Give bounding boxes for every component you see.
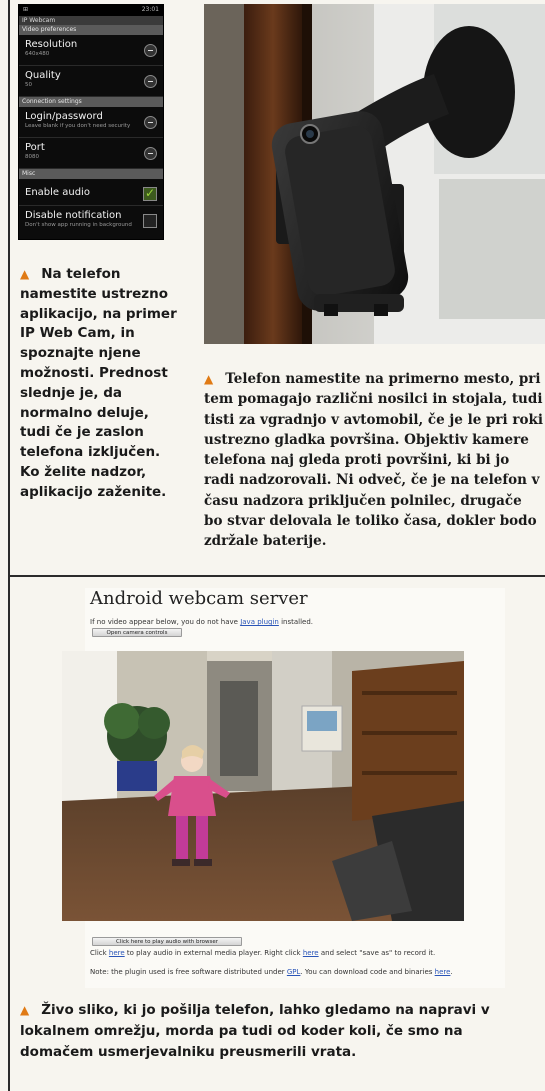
pref-disable-notification[interactable] — [19, 206, 163, 237]
status-bar — [19, 5, 163, 16]
note-line-text: . You can download code and binaries — [300, 968, 435, 976]
java-plugin-notice — [90, 618, 313, 626]
pref-title: Resolution — [25, 39, 78, 50]
plus-icon[interactable] — [144, 116, 157, 129]
plus-icon[interactable] — [144, 44, 157, 57]
section-divider — [8, 575, 545, 577]
live-video-frame — [62, 651, 464, 921]
room-view-illustration — [62, 651, 464, 921]
external-player-line — [90, 949, 435, 957]
ip-webcam-settings-screenshot — [18, 4, 164, 240]
license-note-line — [90, 968, 453, 976]
section-misc: Misc — [19, 169, 163, 179]
pref-summary: 50 — [25, 82, 32, 88]
pref-summary: 640x480 — [25, 51, 50, 57]
gpl-link[interactable]: GPL — [286, 968, 301, 976]
note-line-text: . — [450, 968, 453, 976]
pref-title: Port — [25, 142, 45, 153]
pref-quality[interactable] — [19, 66, 163, 97]
section-video-preferences: Video preferences — [19, 25, 163, 35]
pref-summary: 8080 — [25, 154, 39, 160]
notice-text: installed. — [278, 618, 314, 626]
pref-summary: Leave blank if you don't need security — [25, 123, 131, 129]
orange-triangle-icon: ▲ — [20, 1003, 30, 1017]
orange-triangle-icon: ▲ — [204, 372, 214, 386]
caption-text: Na telefon namestite ustrezno aplikacijo, na primer IP Web Cam, in spoznajte njene možnosti. Prednost slednje je, da normalno deluje, tudi če je zaslon telefona izključen. Ko želite nadzor, aplikacijo zaženite. — [20, 266, 177, 500]
pref-title: Enable audio — [25, 187, 90, 198]
play-audio-browser-button[interactable]: Click here to play audio with browser — [92, 937, 242, 946]
pref-title: Disable notification — [25, 210, 122, 221]
app-title: IP Webcam — [19, 16, 163, 25]
plus-icon[interactable] — [144, 75, 157, 88]
phone-holder-illustration — [204, 4, 545, 344]
pref-title: Quality — [25, 70, 61, 81]
pref-resolution[interactable] — [19, 35, 163, 66]
checkbox-checked-icon[interactable] — [143, 187, 157, 201]
pref-summary: Don't show app running in background — [25, 222, 132, 228]
download-code-link[interactable]: here — [434, 968, 451, 976]
audio-line-text: and select "save as" to record it. — [318, 949, 436, 957]
webcam-page-title: Android webcam server — [90, 588, 308, 609]
caption-text: Živo sliko, ki jo pošilja telefon, lahko gledamo na napravi v lokalnem omrežju, morda pa tudi od koder koli, če smo na domačem usmerjevalniku preusmerili vrata. — [20, 1002, 490, 1060]
audio-line-text: to play audio in external media player. Right click — [124, 949, 303, 957]
plus-icon[interactable] — [144, 147, 157, 160]
left-frame-rule — [8, 0, 10, 1091]
status-icon: ⊞ — [23, 6, 29, 13]
caption-text: Telefon namestite na primerno mesto, pri tem pomagajo različni nosilci in stojala, tudi tisti za vgradnjo v avtomobil, če je le pri roki ustrezno gladka površina. Objektiv kamere telefona naj gleda proti površini, ki bi jo radi nadzorovali. Ni odveč, če je na telefon v času nadzora priključen polnilec, drugače bo stvar delovala le toliko časa, dokler bodo zdržale baterije. — [204, 371, 543, 550]
caption-app-install — [20, 265, 180, 503]
pref-port[interactable] — [19, 138, 163, 169]
save-audio-link[interactable]: here — [302, 949, 319, 957]
checkbox-unchecked-icon[interactable] — [143, 214, 157, 228]
note-line-text: Note: the plugin used is free software distributed under — [90, 968, 287, 976]
orange-triangle-icon: ▲ — [20, 267, 30, 281]
play-audio-external-link[interactable]: here — [108, 949, 125, 957]
phone-holder-photo — [204, 4, 545, 344]
caption-phone-placement — [204, 369, 544, 552]
pref-enable-audio[interactable] — [19, 179, 163, 206]
audio-line-text: Click — [90, 949, 109, 957]
notice-text: If no video appear below, you do not have — [90, 618, 241, 626]
java-plugin-link[interactable]: Java plugin — [240, 618, 279, 626]
pref-title: Login/password — [25, 111, 103, 122]
section-connection-settings: Connection settings — [19, 97, 163, 107]
caption-live-view — [20, 1000, 540, 1063]
pref-login-password[interactable] — [19, 107, 163, 138]
open-camera-controls-button[interactable]: Open camera controls — [92, 628, 182, 637]
webcam-server-page-screenshot — [85, 588, 505, 988]
status-time: 23:01 — [141, 6, 159, 13]
